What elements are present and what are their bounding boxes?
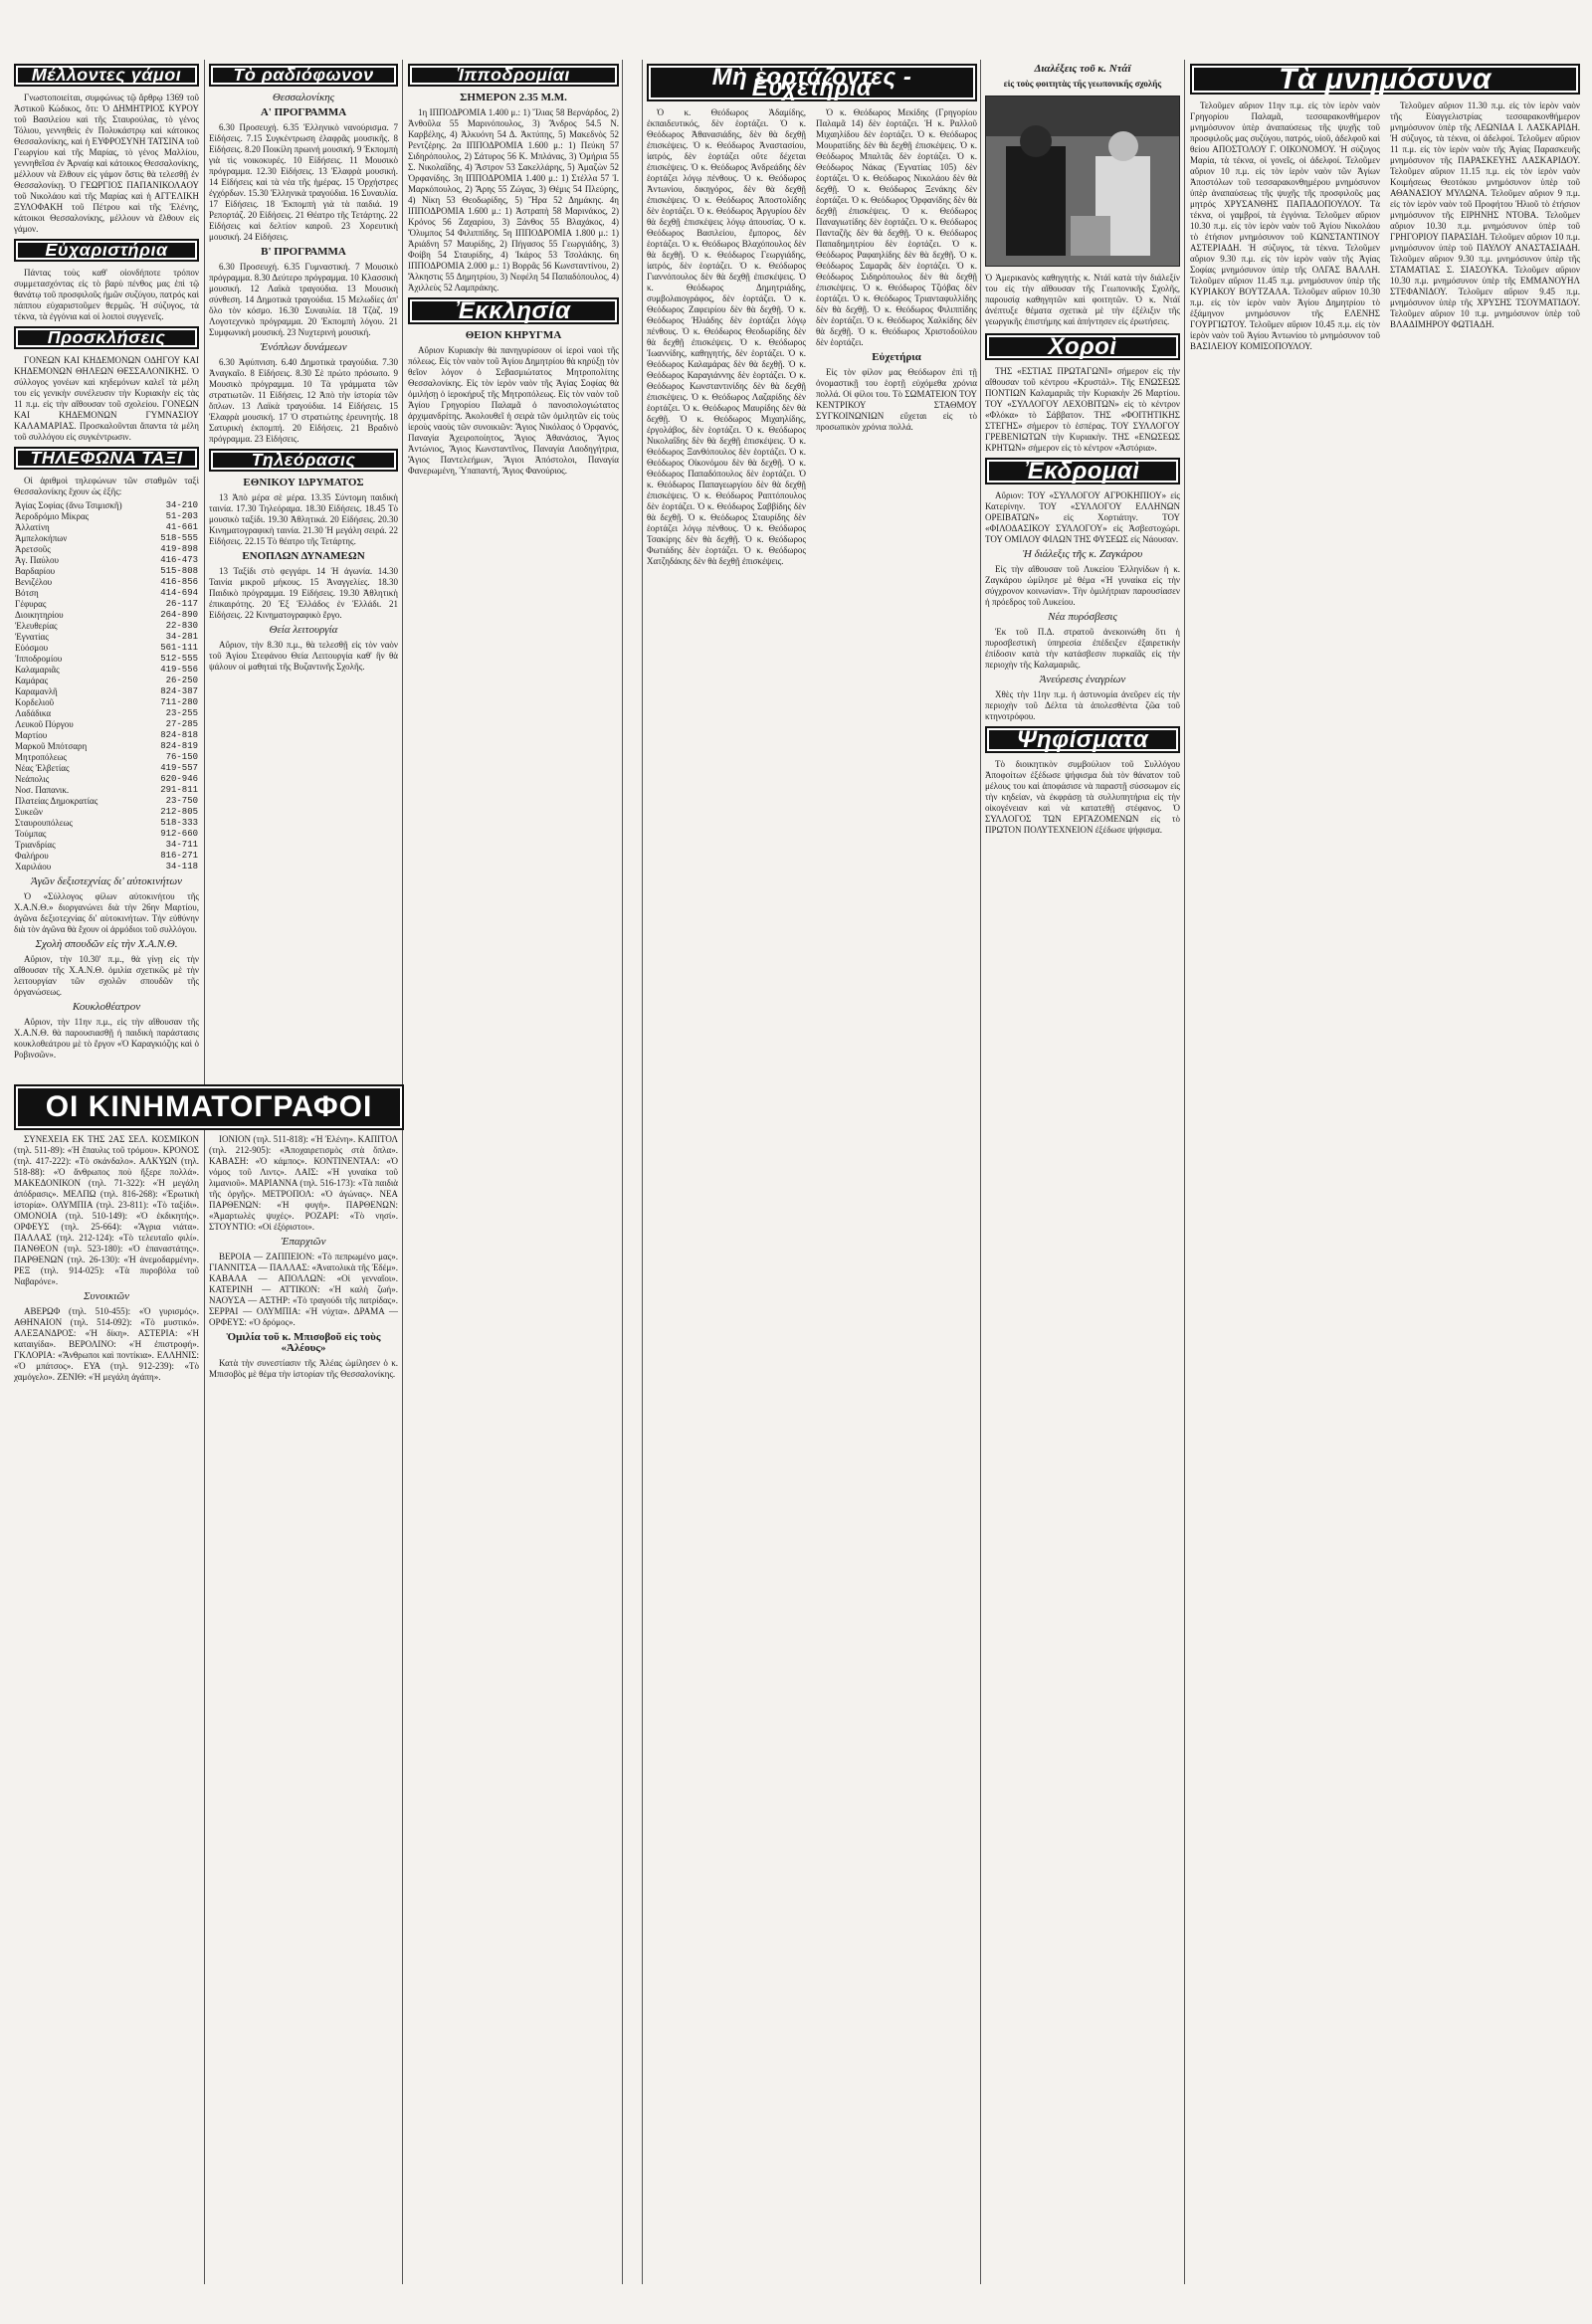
- church-text: Αὔριον Κυριακὴν θὰ πανηγυρίσουν οἱ ἱεροὶ ναοὶ τῆς πόλεως. Εἰς τὸν ναὸν τοῦ Ἁγίου Δημητρίου θὰ κηρύξῃ τὸν θεῖον λόγον ὁ Σεβασμιώτατος Μητροπολίτης Θεσσαλονίκης. Εἰς τὸν ἱερὸν ναὸν τῆς Ἁγίας Σοφίας θὰ ὁμιλήσῃ ὁ ἱεροκήρυξ τῆς Μητροπόλεως. Εἰς τὸν ναὸν τοῦ Ἁγίου Γρηγορίου Παλαμᾶ ὁ πανοσιολογιώτατος ἀρχιμανδρίτης. Ἀκολουθεῖ ἡ σειρὰ τῶν ὁμιλητῶν εἰς τοὺς ἱεροὺς ναοὺς τῶν συνοικιῶν: Ἅγιος Νικόλαος ὁ Ὀρφανός, Παναγία Ἀχειροποίητος, Ἅγιος Ἀθανάσιος, Ἅγιος Ἀντώνιος, Ἅγιος Κωνσταντῖνος, Παναγία Λαοδηγήτρια, Ἅγιος Παντελεήμων, Ἅγιοι Ἀπόστολοι, Παναγία Φανερωμένη, Ὑπαπαντή, Ἅγιος Φανούριος.: [408, 345, 619, 476]
- taxi-row: [14, 829, 199, 840]
- column-memorials: [1190, 60, 1580, 2284]
- taxi-station: Ἁγ. Παύλου: [15, 555, 59, 565]
- taxi-station: Ἀλλατίνη: [15, 522, 50, 532]
- column-rule: [980, 60, 981, 2284]
- taxi-station: Φαλήρου: [15, 851, 49, 861]
- section-header-puppet: Κουκλοθέατρον: [72, 1001, 141, 1013]
- taxi-row: [14, 840, 199, 851]
- fire-title: Νέα πυρόσβεσις: [1048, 611, 1117, 623]
- name-days-text-2: Ὁ κ. Θεόδωρος Μεκίδης (Γρηγορίου Παλαμᾶ 14) δὲν ἑορτάζει. Ἡ κ. Ραλλοῦ Μιχαηλίδου δὲν ἑορτάζει. Ὁ κ. Θεόδωρος Μουρατίδης δὲν θὰ δεχθῇ ἐπισκέψεις. Ὁ κ. Θεόδωρος Μπαλτᾶς δὲν ἑορτάζει. Ὁ κ. Θεόδωρος Νάκας (Ἐγνατίας 105) δὲν ἑορτάζει. Ὁ κ. Θεόδωρος Νικολάου δὲν θὰ δεχθῇ. Ὁ κ. Θεόδωρος Ξενάκης δὲν ἑορτάζει. Ὁ κ. Θεόδωρος Ὀρφανίδης δὲν θὰ δεχθῇ ἐπισκέψεις. Ὁ κ. Θεόδωρος Παναγιωτίδης δὲν ἑορτάζει. Ὁ κ. Θεόδωρος Πανταζῆς δὲν θὰ δεχθῇ. Ὁ κ. Θεόδωρος Παπαδημητρίου δὲν ἑορτάζει. Ὁ κ. Θεόδωρος Ραφαηλίδης δὲν θὰ δεχθῇ. Ὁ κ. Θεόδωρος Σαμαρᾶς δὲν ἑορτάζει. Ὁ κ. Θεόδωρος Σιδηρόπουλος δὲν θὰ δεχθῇ ἐπισκέψεις. Ὁ κ. Θεόδωρος Τζιόβας δὲν ἑορτάζει. Ὁ κ. Θεόδωρος Τριανταφυλλίδης δὲν θὰ δεχθῇ. Ὁ κ. Θεόδωρος Φιλιππίδης δὲν ἑορτάζει. Ὁ κ. Θεόδωρος Χαλκίδης δὲν θὰ δεχθῇ. Ὁ κ. Θεόδωρος Χριστοδούλου δὲν ἑορτάζει.: [816, 107, 977, 347]
- taxi-number: 212-805: [160, 807, 198, 817]
- section-header-races: Ἱπποδρομίαι: [408, 64, 619, 87]
- program-b-title: Β' ΠΡΟΓΡΑΜΜΑ: [261, 246, 346, 258]
- taxi-station: Νέας Ἐλβετίας: [15, 763, 70, 773]
- wishes-text: Εἰς τὸν φίλον μας Θεόδωρον ἐπὶ τῇ ὀνομαστικῇ του ἑορτῇ εὐχόμεθα χρόνια πολλά. Οἱ φίλοι του. Τὸ ΣΩΜΑΤΕΙΟΝ ΤΟΥ ΚΕΝΤΡΙΚΟΥ ΣΤΑΘΜΟΥ ΣΥΓΚΟΙΝΩΝΙΩΝ εὔχεται εἰς τὸ προσωπικὸν χρόνια πολλά.: [816, 367, 977, 432]
- taxi-row: [14, 522, 199, 533]
- lecture-head-2: εἰς τοὺς φοιτητὰς τῆς γεωπονικῆς σχολῆς: [1003, 79, 1162, 89]
- excursions-text: Αὔριον: ΤΟΥ «ΣΥΛΛΟΓΟΥ ΑΓΡΟΚΗΠΙΟΥ» εἰς Κατερίνην. ΤΟΥ «ΣΥΛΛΟΓΟΥ ΕΛΛΗΝΩΝ ΟΡΕΙΒΑΤΩΝ» εἰς Χορτιάτην. ΤΟΥ «ΦΙΛΟΔΑΣΙΚΟΥ ΣΥΛΛΟΓΟΥ» εἰς Ἀσβεστοχώρι. ΤΟΥ ΟΜΙΛΟΥ ΦΙΛΩΝ ΤΗΣ ΦΥΣΕΩΣ εἰς Νάουσαν.: [985, 490, 1180, 544]
- taxi-station: Μαρκοῦ Μπότσαρη: [15, 741, 88, 751]
- taxi-number: 22-830: [165, 621, 198, 631]
- taxi-station: Ἁγίας Σοφίας (ἄνω Τσιμισκῆ): [15, 500, 122, 510]
- radio-sub: Θεσσαλονίκης: [272, 92, 335, 103]
- taxi-station: Μητροπόλεως: [15, 752, 67, 762]
- resolutions-text: Τὸ διοικητικὸν συμβούλιον τοῦ Συλλόγου Ἀποφοίτων ἐξέδωσε ψήφισμα διὰ τὸν θάνατον τοῦ μέλους του καὶ ἀποφάσισε νὰ παραστῇ σύσσωμον εἰς τὴν κηδείαν, νὰ ἐκφράσῃ τὰ συλλυπητήρια εἰς τὴν οἰκογένειαν καὶ νὰ κατατεθῇ στέφανος. Ὁ ΣΥΛΛΟΓΟΣ ΤΩΝ ΕΡΓΑΖΟΜΕΝΩΝ εἰς τὸ ΠΡΩΤΟΝ ΠΟΛΥΤΕΧΝΕΙΟΝ ἐξέδωσε ψήφισμα.: [985, 759, 1180, 835]
- program-b-text: 6.30 Προσευχή. 6.35 Γυμναστική. 7 Μουσικὸ πρόγραμμα. 8.30 Δεύτερο πρόγραμμα. 10 Κλασσικὴ μουσική. 12 Λαϊκὰ τραγούδια. 13 Μουσικὴ σύνθεση. 14 Δημοτικὰ τραγούδια. 15 Μελωδίες ἀπ' ὅλο τὸν κόσμο. 16.30 Συναυλία. 18 Τζὰζ. 19 Λογοτεχνικὸ πρόγραμμα. 20 Ἐκπομπὴ λόγου. 21 Συμφωνικὴ μουσική. 23 Νυχτερινὴ μουσική.: [209, 262, 398, 337]
- taxi-row: [14, 752, 199, 763]
- section-header-school: Σχολὴ σπουδῶν εἰς τὴν Χ.Α.Ν.Θ.: [35, 938, 178, 950]
- taxi-station: Βότση: [15, 588, 39, 598]
- taxi-station: Μαρτίου: [15, 730, 48, 740]
- column-rule: [402, 60, 403, 2284]
- taxi-station: Γέφυρας: [15, 599, 47, 609]
- taxi-number: 912-660: [160, 829, 198, 839]
- memorials-left-text: Τελοῦμεν αὔριον 11ην π.μ. εἰς τὸν ἱερὸν ναὸν Γρηγορίου Παλαμᾶ, τεσσαρακονθήμερον μνημόσυνον ὑπὲρ ἀναπαύσεως τῆς ψυχῆς τοῦ προσφιλοῦς μας συζύγου, πατρός, υἱοῦ, ἀδελφοῦ καὶ θείου ΑΠΟΣΤΟΛΟΥ Γ. ΟΙΚΟΝΟΜΟΥ. Ἡ σύζυγος Μαρία, τὰ τέκνα, οἱ γονεῖς, οἱ ἀδελφοί. Τελοῦμεν αὔριον 10 π.μ. εἰς τὸν ἱερὸν ναὸν τῶν Ἁγίων Ἀποστόλων τοῦ τεσσαρακονθημέρου μνημόσυνον ὑπὲρ ἀναπαύσεως τῆς ψυχῆς τῆς προσφιλοῦς μας μητρός ΧΡΥΣΑΝΘΗΣ ΠΑΠΑΔΟΠΟΥΛΟΥ. Τὰ τέκνα, οἱ γαμβροί, τὰ ἐγγόνια. Τελοῦμεν αὔριον 10.30 π.μ. εἰς τὸν ἱερὸν ναὸν τοῦ Ἁγίου Νικολάου τὸ ἐτήσιον μνημόσυνον τοῦ ΚΩΝΣΤΑΝΤΙΝΟΥ ΑΣΤΕΡΙΑΔΗ. Ἡ σύζυγος, τὰ τέκνα. Τελοῦμεν αὔριον 9.30 π.μ. εἰς τὸν ἱερὸν ναὸν τῆς Ἁγίας Σοφίας μνημόσυνον ὑπὲρ τῆς ΟΛΓΑΣ ΒΑΛΛΗ. Τελοῦμεν αὔριον 11.45 π.μ. μνημόσυνον ὑπὲρ τῆς ΚΥΡΙΑΚΟΥ ΒΟΥΤΖΑΛΑ. Τελοῦμεν αὔριον 10.30 π.μ. εἰς τὸν ἱερὸν ναὸν Ἁγίου Δημητρίου τὸ ἑξάμηνον μνημόσυνον τῆς ΕΛΕΝΗΣ ΓΟΥΡΓΙΩΤΟΥ. Τελοῦμεν αὔριον 10.45 π.μ. εἰς τὸν ἱερὸν ναὸν τοῦ Ἁγίου Ἀντωνίου τὸ μνημόσυνον τοῦ ΒΑΣΙΛΕΙΟΥ ΚΟΜΙΣΟΠΟΥΛΟΥ.: [1190, 100, 1380, 351]
- tv2-text: 13 Ταξίδι στὸ φεγγάρι. 14 Ἡ ἀγωνία. 14.30 Ταινία μικροῦ μήκους. 15 Ἀναγγελίες. 18.30 Παιδικὸ πρόγραμμα. 19 Εἰδήσεις. 19.30 Ἀθλητικὴ ἐπικαιρότης. 20 Ἐξ Ἑλλάδος ἐν Ἑλλάδι. 21 Εἰδήσεις. 22 Κινηματογραφικὸ ἔργο.: [209, 566, 398, 620]
- taxi-row: [14, 763, 199, 774]
- column-3: [408, 60, 619, 2284]
- car-contest-text: Ὁ «Σύλλογος φίλων αὐτοκινήτου τῆς Χ.Α.Ν.Θ.» διοργανώνει διὰ τὴν 26ην Μαρτίου, ἀγῶνα δεξιοτεχνίας δι' αὐτοκινήτων. Τὴν εὐθύνην διὰ τὸν ἀγῶνα θὰ ἔχουν οἱ ἀρμόδιοι τοῦ συλλόγου.: [14, 891, 199, 934]
- taxi-station: Καραμανλῆ: [15, 686, 58, 696]
- taxi-row: [14, 500, 199, 511]
- section-header-resolutions: Ψηφίσματα: [985, 726, 1180, 753]
- tv-sub: ΕΘΝΙΚΟΥ ΙΔΡΥΜΑΤΟΣ: [243, 477, 364, 488]
- taxi-number: 34-281: [165, 632, 198, 642]
- taxi-station: Λευκοῦ Πύργου: [15, 719, 74, 729]
- taxi-station: Νοσ. Παπανικ.: [15, 785, 70, 795]
- memorials-left: [1190, 100, 1380, 355]
- taxi-number: 26-117: [165, 599, 198, 609]
- taxi-number: 824-818: [160, 730, 198, 740]
- taxi-row: [14, 719, 199, 730]
- section-header-tv: Τηλεόρασις: [209, 449, 398, 472]
- taxi-station: Λαδάδικα: [15, 708, 52, 718]
- taxi-row: [14, 599, 199, 610]
- taxi-table: [14, 500, 199, 872]
- taxi-station: Καμάρας: [15, 676, 49, 685]
- lecture-text: Κατὰ τὴν συνεστίασιν τῆς Ἀλέας ὡμίλησεν ὁ κ. Μπισοβὸς μὲ θέμα τὴν ἱστορίαν τῆς Θεσσαλονίκης.: [209, 1358, 398, 1379]
- cinema-left: [14, 1134, 199, 2284]
- taxi-number: 711-280: [160, 697, 198, 707]
- taxi-number: 518-555: [160, 533, 198, 543]
- section-header-car-contest: Ἀγῶν δεξιοτεχνίας δι' αὐτοκινήτων: [31, 875, 182, 887]
- taxi-station: Συκεῶν: [15, 807, 44, 817]
- school-text: Αὔριον, τὴν 10.30' π.μ., θὰ γίνῃ εἰς τὴν αἴθουσαν τῆς Χ.Α.Ν.Θ. ὁμιλία σχετικῶς μὲ τὴν λειτουργίαν τῶν σχολῶν σπουδῶν τῆς ὀργανώσεως.: [14, 954, 199, 997]
- taxi-station: Σταυρουπόλεως: [15, 818, 73, 828]
- taxi-row: [14, 577, 199, 588]
- taxi-station: Τούμπας: [15, 829, 47, 839]
- column-5: [985, 60, 1180, 2284]
- taxi-row: [14, 533, 199, 544]
- taxi-row: [14, 632, 199, 643]
- found-text: Χθὲς τὴν 11ην π.μ. ἡ ἀστυνομία ἀνεῦρεν εἰς τὴν περιοχὴν τοῦ Δέλτα τὰ ἀπολεσθέντα ζῶα τοῦ κτηνοτρόφου.: [985, 689, 1180, 721]
- taxi-station: Ἐγνατίας: [15, 632, 49, 642]
- taxi-number: 23-255: [165, 708, 198, 718]
- cinema-left-text: ΣΥΝΕΧΕΙΑ ΕΚ ΤΗΣ 2ΑΣ ΣΕΛ. ΚΟΣΜΙΚΟΝ (τηλ. 511-89): «Ἡ ἔπαυλις τοῦ τρόμου». ΚΡΟΝΟΣ (τηλ. 417-222): «Τὸ σκάνδαλο». ΑΛΚΥΩΝ (τηλ. 518-88): «Ὁ ἄνθρωπος ποὺ ἤξερε πολλά». ΜΑΚΕΔΟΝΙΚΟΝ (τηλ. 71-322): «Ἡ μεγάλη ἀπόδρασις». ΜΕΛΠΩ (τηλ. 816-268): «Ἐρωτικὴ ἱστορία». ΟΛΥΜΠΙΑ (τηλ. 23-811): «Τὸ ταξίδι». ΟΜΟΝΟΙΑ (τηλ. 510-149): «Ὁ ἐκδικητής». ΟΡΦΕΥΣ (τηλ. 25-664): «Ἄγρια νιάτα». ΠΑΛΛΑΣ (τηλ. 212-124): «Τὸ τελευταῖο φιλί». ΠΑΝΘΕΟΝ (τηλ. 523-180): «Ὁ ἐπαναστάτης». ΠΑΡΘΕΝΩΝ (τηλ. 26-130): «Ἡ ἀνεμοδαρμένη». ΡΕΞ (τηλ. 914-025): «Τὰ πυροβόλα τοῦ Ναβαρόνε».: [14, 1134, 199, 1286]
- taxi-row: [14, 818, 199, 829]
- taxi-number: 76-150: [165, 752, 198, 762]
- name-days-left: [647, 107, 806, 570]
- taxi-row: [14, 555, 199, 566]
- taxi-number: 34-210: [165, 500, 198, 510]
- church-sub: ΘΕΙΟΝ ΚΗΡΥΓΜΑ: [465, 329, 562, 341]
- cinema-right-text: ΙΟΝΙΟΝ (τηλ. 511-818): «Ἡ Ἐλένη». ΚΑΠΙΤΟΛ (τηλ. 212-905): «Ἀποχαιρετισμὸς στὰ ὅπλα». ΚΑΒΑΣΗ: «Ὁ κάμπος». ΚΟΝΤΙΝΕΝΤΑΛ: «Ὁ νόμος τοῦ Λιντς». ΛΑΙΣ: «Ἡ γυναίκα τοῦ λιμανιοῦ». ΜΑΡΙΑΝΝΑ (τηλ. 516-173): «Τὰ παιδιὰ τῆς ὀργῆς». ΜΕΤΡΟΠΟΛ: «Ὁ ἀγώνας». ΝΕΑ ΠΑΡΘΕΝΩΝ: «Ἡ φυγή». ΠΑΡΘΕΝΩΝ: «Ἀμαρτωλὲς ψυχές». ΡΟΖΑΡΙ: «Τὸ νησί». ΣΤΟΥΝΤΙΟ: «Οἱ ἐξόριστοι».: [209, 1134, 398, 1232]
- taxi-number: 34-711: [165, 840, 198, 850]
- taxi-station: Βενιζέλου: [15, 577, 53, 587]
- taxi-row: [14, 774, 199, 785]
- taxi-row: [14, 676, 199, 686]
- taxi-number: 824-387: [160, 686, 198, 696]
- taxi-station: Ἰπποδρομίου: [15, 654, 63, 664]
- tv-sub-2: ΕΝΟΠΛΩΝ ΔΥΝΑΜΕΩΝ: [242, 550, 365, 562]
- taxi-number: 264-890: [160, 610, 198, 620]
- photo-image: [986, 97, 1179, 266]
- taxi-number: 34-118: [165, 862, 198, 872]
- taxi-number: 816-271: [160, 851, 198, 861]
- liturgy-text: Αὔριον, τὴν 8.30 π.μ., θὰ τελεσθῇ εἰς τὸν ναὸν τοῦ Ἁγίου Στεφάνου Θεία Λειτουργία καθ' ἣν θὰ ψάλουν οἱ μαθηταὶ τῆς Βυζαντινῆς Σχολῆς.: [209, 640, 398, 672]
- lecture2-title: Ἡ διάλεξις τῆς κ. Ζαγκάρου: [1022, 548, 1143, 560]
- taxi-number: 419-898: [160, 544, 198, 554]
- weddings-text: Γνωστοποιείται, συμφώνως τῷ ἄρθρῳ 1369 τοῦ Ἀστικοῦ Κώδικος, ὅτι: Ὁ ΔΗΜΗΤΡΙΟΣ ΚΥΡΟΥ τοῦ Βασιλείου καὶ τῆς Σταυρούλας, τὸ γένος Τόλιου, γεννηθεὶς ἐν Πολυκάστρῳ καὶ κάτοικος Θεσσαλονίκης, καὶ ἡ ΕΥΦΡΟΣΥΝΗ ΤΑΤΣΙΝΑ τοῦ Γεωργίου καὶ τῆς Μαρίας, τὸ γένος Μαλλίου, γεννηθεῖσα ἐν Ἀρναίᾳ καὶ κάτοικος Θεσσαλονίκης, μέλλουν νὰ ἔλθουν εἰς γάμον ὅστις θὰ τελεσθῇ ἐν Θεσσαλονίκῃ. Ὁ ΓΕΩΡΓΙΟΣ ΠΑΠΑΝΙΚΟΛΑΟΥ τοῦ Νικολάου καὶ τῆς Μαρίας καὶ ἡ ΑΓΓΕΛΙΚΗ ΞΥΛΟΦΑΚΗ τοῦ Πέτρου καὶ τῆς Ἐλένης, κάτοικοι Θεσσαλονίκης, μέλλουν νὰ ἔλθουν εἰς γάμον.: [14, 93, 199, 234]
- taxi-row: [14, 588, 199, 599]
- taxi-number: 23-750: [165, 796, 198, 806]
- taxi-row: [14, 686, 199, 697]
- taxi-row: [14, 851, 199, 862]
- taxi-number: 291-811: [160, 785, 198, 795]
- column-rule: [622, 60, 623, 2284]
- memorials-right: [1390, 100, 1580, 355]
- taxi-row: [14, 697, 199, 708]
- taxi-row: [14, 807, 199, 818]
- found-title: Ἀνεύρεσις ἐναγρίων: [1039, 674, 1126, 685]
- lecture-photo: [985, 96, 1180, 267]
- races-text: 1η ΙΠΠΟΔΡΟΜΙΑ 1.400 μ.: 1) Ἴλιας 58 Βερνάρδος, 2) Ἀνθοῦλα 55 Μαρινόπουλος, 3) Ἄνδρος 54.5 Ν. Καρβέλης, 4) Ἀλκυόνη 54 Δ. Ἀκτύπης, 5) Μακεδνὸς 52 Ρεντζέρης. 2α ΙΠΠΟΔΡΟΜΙΑ 1.600 μ.: 1) Πεύκη 57 Σιδηρόπουλος, 2) Σάτυρος 56 Κ. Μπλάνας, 3) Ὀμήρια 55 Σ. Νικολαΐδης, 4) Ἄστρον 53 Σακελλάρης, 5) Ἀμαζὼν 52 Ὀρφανίδης. 3η ΙΠΠΟΔΡΟΜΙΑ 1.400 μ.: 1) Στέλλα 57 Ἰ. Μαρκόπουλος, 2) Ἄρης 55 Ζώγας, 3) Θέμις 54 Πλεύρης, 4) Νίκη 53 Θεοδωρίδης, 5) Ἥρα 52 Δημάκης. 4η ΙΠΠΟΔΡΟΜΙΑ 1.600 μ.: 1) Ἀστραπὴ 58 Μαρινάκος, 2) Κρόνος 56 Ζαχαρίου, 3) Ξάνθος 55 Βλαχάκος, 4) Ὄλυμπος 54 Φιλιππίδης. 5η ΙΠΠΟΔΡΟΜΙΑ 1.800 μ.: 1) Ἀριάδνη 57 Μαυρίδης, 2) Πήγασος 55 Γεωργιάδης, 3) Φοίβη 54 Σταυρίδης, 4) Ἰκάρος 53 Τσολάκης. 6η ΙΠΠΟΔΡΟΜΙΑ 2.000 μ.: 1) Βορρᾶς 56 Κωνσταντίνου, 2) Ἄλκηστις 55 Δημητρίου, 3) Νεφέλη 54 Παπαδόπουλος, 4) Ἀχιλλεὺς 52 Λαμπράκης.: [408, 107, 619, 292]
- taxi-number: 419-556: [160, 665, 198, 675]
- taxi-station: Τριανδρίας: [15, 840, 56, 850]
- taxi-row: [14, 566, 199, 577]
- cinema-right-sub-text: ΒΕΡΟΙΑ — ΖΑΠΠΕΙΟΝ: «Τὸ πεπρωμένο μας». ΓΙΑΝΝΙΤΣΑ — ΠΑΛΛΑΣ: «Ἀνατολικὰ τῆς Ἐδέμ». ΚΑΒΑΛΑ — ΑΠΟΛΛΩΝ: «Οἱ γενναῖοι». ΚΑΤΕΡΙΝΗ — ΑΤΤΙΚΟΝ: «Ἡ καλὴ ζωή». ΝΑΟΥΣΑ — ΑΣΤΗΡ: «Τὸ τραγούδι τῆς πατρίδας». ΣΕΡΡΑΙ — ΟΛΥΜΠΙΑ: «Ἡ νύχτα». ΔΡΑΜΑ — ΟΡΦΕΥΣ: «Ὁ δρόμος».: [209, 1252, 398, 1327]
- taxi-row: [14, 862, 199, 872]
- cinema-left-sub-text: ΑΒΕΡΩΦ (τηλ. 510-455): «Ὁ γυρισμός». ΑΘΗΝΑΙΟΝ (τηλ. 514-092): «Τὸ μυστικό». ΑΛΕΞΑΝΔΡΟΣ: «Ἡ δίκη». ΑΣΤΕΡΙΑ: «Ἡ καταιγίδα». ΒΕΡΟΛΙΝΟ: «Ἡ ἐπιστροφή». ΓΚΛΟΡΙΑ: «Ἄνθρωποι καὶ ποντίκια». ΕΛΛΗΝΙΣ: «Ὁ μπάτσος». ΕΥΑ (τηλ. 912-239): «Τὸ χαμόγελο». ΖΕΝΙΘ: «Ἡ μεγάλη ἀγάπη».: [14, 1306, 199, 1382]
- section-header-radio: Τὸ ραδιόφωνον: [209, 64, 398, 87]
- taxi-number: 416-473: [160, 555, 198, 565]
- taxi-number: 561-111: [160, 643, 198, 653]
- taxi-number: 416-856: [160, 577, 198, 587]
- taxi-station: Ἑλευθερίας: [15, 621, 58, 631]
- program-a-title: Α' ΠΡΟΓΡΑΜΜΑ: [260, 106, 347, 118]
- taxi-station: Κορδελιοῦ: [15, 697, 55, 707]
- taxi-row: [14, 621, 199, 632]
- taxi-number: 51-203: [165, 511, 198, 521]
- taxi-row: [14, 785, 199, 796]
- cinema-right: [209, 1134, 398, 2284]
- taxi-number: 414-694: [160, 588, 198, 598]
- taxi-row: [14, 643, 199, 654]
- lecture-title: Ὁμιλία τοῦ κ. Μπισοβοῦ εἰς τοὺς «Ἀλέους»: [226, 1331, 381, 1354]
- section-header-name-days: Μὴ ἑορτάζοντες - Εὐχετήρια: [647, 64, 977, 101]
- taxi-number: 419-557: [160, 763, 198, 773]
- taxi-station: Βαρδαρίου: [15, 566, 56, 576]
- taxi-number: 515-808: [160, 566, 198, 576]
- taxi-row: [14, 665, 199, 676]
- taxi-row: [14, 544, 199, 555]
- column-4: [647, 60, 977, 2284]
- taxi-station: Πλατείας Δημοκρατίας: [15, 796, 99, 806]
- taxi-row: [14, 730, 199, 741]
- column-2: [209, 60, 398, 1070]
- taxi-row: [14, 654, 199, 665]
- cinema-right-sub: Ἐπαρχιῶν: [281, 1236, 326, 1248]
- tv-text: 13 Ἀπὸ μέρα σὲ μέρα. 13.35 Σύντομη παιδικὴ ταινία. 17.30 Τηλεόραμα. 18.30 Εἰδήσεις. 18.45 Τὸ μουσικὸ ταξίδι. 19.30 Ἀθλητικά. 20 Εἰδήσεις. 20.30 Κινηματογραφικὴ ταινία. 21.30 Ἡ μεγάλη σειρά. 22 Εἰδήσεις. 22.15 Τὸ θέατρο τῆς Τετάρτης.: [209, 492, 398, 546]
- taxi-station: Νεάπολις: [15, 774, 50, 784]
- lecture2-text: Εἰς τὴν αἴθουσαν τοῦ Λυκείου Ἑλληνίδων ἡ κ. Ζαγκάρου ὡμίλησε μὲ θέμα «Ἡ γυναίκα εἰς τὴν σύγχρονον κοινωνίαν». Τὴν ὁμιλήτριαν παρουσίασεν ἡ πρόεδρος τοῦ Λυκείου.: [985, 564, 1180, 607]
- dances-text: ΤΗΣ «ΕΣΤΙΑΣ ΠΡΩΤΑΓΩΝΙ» σήμερον εἰς τὴν αἴθουσαν τοῦ κέντρου «Κρυστάλ». Τῆς ΕΝΩΣΕΩΣ ΠΟΝΤΙΩΝ Καλαμαριᾶς τὴν Κυριακὴν 26 Μαρτίου. ΤΟΥ «ΣΥΛΛΟΓΟΥ ΛΕΧΟΒΙΤΩΝ» εἰς τὸ κέντρον «Φλόκα» τὸ Σάββατον. ΤΗΣ «ΦΟΙΤΗΤΙΚΗΣ ΣΤΕΓΗΣ» σήμερον τὸ ἑσπέρας. ΤΟΥ ΣΥΛΛΟΓΟΥ ΓΡΕΒΕΝΙΩΤΩΝ τὴν Κυριακὴν. ΤΗΣ «ΕΝΩΣΕΩΣ ΚΡΗΤΩΝ» σήμερον εἰς τὸ κέντρον «Ἀστόρια».: [985, 366, 1180, 453]
- section-header-weddings: Μέλλοντες γάμοι: [14, 64, 199, 87]
- column-1: [14, 60, 199, 1070]
- taxi-row: [14, 796, 199, 807]
- taxi-station: Χαριλάου: [15, 862, 52, 872]
- column-rule: [1184, 60, 1185, 2284]
- taxi-number: 620-946: [160, 774, 198, 784]
- puppet-text: Αὔριον, τὴν 11ην π.μ., εἰς τὴν αἴθουσαν τῆς Χ.Α.Ν.Θ. θὰ παρουσιασθῇ ἡ παιδικὴ παράστασις κουκλοθεάτρου μὲ τὸ ἔργον «Ὁ Καραγκιόζης καὶ ὁ Ροβινσῶν».: [14, 1017, 199, 1060]
- taxi-station: Διοικητηρίου: [15, 610, 64, 620]
- wishes-sub: Εὐχετήρια: [872, 351, 921, 363]
- column-rule: [204, 60, 205, 2284]
- taxi-row: [14, 708, 199, 719]
- liturgy-sub: Θεία λειτουργία: [269, 624, 338, 636]
- cinema-banner: ΟΙ ΚΙΝΗΜΑΤΟΓΡΑΦΟΙ: [14, 1084, 404, 1130]
- armed-forces-sub: Ἐνόπλων δυνάμεων: [260, 341, 347, 353]
- taxi-intro: Οἱ ἀριθμοὶ τηλεφώνων τῶν σταθμῶν ταξὶ Θεσσαλονίκης ἔχουν ὡς ἑξῆς:: [14, 476, 199, 496]
- taxi-station: Ἀμπελοκήπων: [15, 533, 68, 543]
- section-header-dances: Χοροὶ: [985, 333, 1180, 360]
- taxi-station: Καλαμαριᾶς: [15, 665, 60, 675]
- taxi-station: Εὐόσμου: [15, 643, 49, 653]
- section-header-memorials: Τὰ μνημόσυνα: [1190, 64, 1580, 95]
- section-header-taxi: ΤΗΛΕΦΩΝΑ ΤΑΞΙ: [14, 447, 199, 470]
- taxi-number: 26-250: [165, 676, 198, 685]
- taxi-number: 41-661: [165, 522, 198, 532]
- taxi-number: 512-555: [160, 654, 198, 664]
- program-a-text: 6.30 Προσευχή. 6.35 Ἑλληνικὸ νανούρισμα. 7 Εἰδήσεις. 7.15 Συγκέντρωση ἐλαφρᾶς μουσικῆς. 8 Εἰδήσεις. 8.20 Ποικίλη πρωινή μουσική. 9 Ἐκπομπὴ γιὰ τὶς νοικοκυρές. 10 Εἰδήσεις. 11 Μουσικὸ πρόγραμμα. 12.30 Εἰδήσεις. 13 Ἐλαφρὰ μουσική. 14 Εἰδήσεις καὶ τὰ νέα τῆς ἡμέρας. 15 Ὀρχήστρες ἐγχόρδων. 15.30 Ἑλληνικὰ τραγούδια. 16 Συναυλία. 17 Εἰδήσεις. 18 Ἐκπομπὴ γιὰ τὰ παιδιά. 19 Ρεπορτάζ. 20 Εἰδήσεις. 21 Θέατρο τῆς Τετάρτης. 22 Εἰδήσεις καὶ δελτίον καιροῦ. 23 Χορευτικὴ μουσική. 24 Εἰδήσεις.: [209, 122, 398, 242]
- column-rule: [642, 60, 643, 2284]
- section-header-invitations: Προσκλήσεις: [14, 326, 199, 349]
- section-header-thanks: Εὐχαριστήρια: [14, 239, 199, 262]
- taxi-number: 518-333: [160, 818, 198, 828]
- taxi-row: [14, 610, 199, 621]
- lecture-head: Διαλέξεις τοῦ κ. Ντάϊ: [1034, 63, 1131, 75]
- thanks-text: Πάντας τοὺς καθ' οἱονδήποτε τρόπον συμμετασχόντας εἰς τὸ βαρὺ πένθος μας ἐπὶ τῷ θανάτῳ τοῦ προσφιλοῦς ἡμῶν συζύγου, πατρός καὶ πάππου εὐχαριστοῦμεν θερμῶς. Ἡ σύζυγος, τὰ τέκνα, τὰ ἐγγόνια καὶ οἱ λοιποὶ συγγενεῖς.: [14, 268, 199, 321]
- name-days-right: [816, 107, 977, 570]
- photo-caption: Ὁ Ἀμερικανὸς καθηγητὴς κ. Ντάϊ κατὰ τὴν διάλεξίν του εἰς τὴν αἴθουσαν τῆς Γεωπονικῆς Σχολῆς, παρουσίᾳ καθηγητῶν καὶ φοιτητῶν. Ὁ κ. Ντάϊ ἀνέπτυξε θέματα σχετικὰ μὲ τὴν ἐξέλιξιν τῆς γεωργικῆς ἐπιστήμης καὶ ἀπήντησεν εἰς ἐρωτήσεις.: [985, 273, 1180, 326]
- memorials-right-text: Τελοῦμεν αὔριον 11.30 π.μ. εἰς τὸν ἱερὸν ναὸν τῆς Εὐαγγελιστρίας τεσσαρακονθήμερον μνημόσυνον ὑπὲρ τῆς ΛΕΩΝΙΔΑ Ι. ΛΑΣΚΑΡΙΔΗ. Ἡ σύζυγος, τὰ τέκνα, οἱ ἀδελφοί. Τελοῦμεν αὔριον 11 π.μ. εἰς τὸν ἱερὸν ναὸν τῆς Ἁγίας Παρασκευῆς μνημόσυνον τῆς ΠΑΡΑΣΚΕΥΗΣ ΛΑΣΚΑΡΙΔΟΥ. Τελοῦμεν αὔριον 11.15 π.μ. εἰς τὸν ἱερὸν ναὸν Κοιμήσεως Θεοτόκου μνημόσυνον ὑπὲρ τοῦ ΑΘΑΝΑΣΙΟΥ ΜΥΛΩΝΑ. Τελοῦμεν αὔριον 9 π.μ. εἰς τὸν ἱερὸν ναὸν τοῦ Προφήτου Ἠλιοῦ τὸ ἐτήσιον μνημόσυνον τῆς ΕΙΡΗΝΗΣ ΝΤΟΒΑ. Τελοῦμεν αὔριον 10.30 π.μ. μνημόσυνον ὑπὲρ τοῦ ΓΡΗΓΟΡΙΟΥ ΠΑΡΑΣΙΔΗ. Τελοῦμεν αὔριον 10 π.μ. μνημόσυνον ὑπὲρ τοῦ ΠΑΥΛΟΥ ΑΝΑΣΤΑΣΙΑΔΗ. Τελοῦμεν αὔριον 9.30 π.μ. μνημόσυνον ὑπὲρ τῆς ΣΤΑΜΑΤΙΑΣ Σ. ΣΙΑΣΟΥΚΑ. Τελοῦμεν αὔριον 10.30 π.μ. μνημόσυνον ὑπὲρ τῆς ΕΜΜΑΝΟΥΗΛ ΣΤΕΦΑΝΙΔΟΥ. Τελοῦμεν αὔριον 9.45 π.μ. μνημόσυνον ὑπὲρ τῆς ΧΡΥΣΗΣ ΤΣΟΥΜΑΤΙΔΟΥ. Τελοῦμεν αὔριον 10 π.μ. μνημόσυνον ὑπὲρ τοῦ ΒΛΑΔΙΜΗΡΟΥ ΦΩΤΙΑΔΗ.: [1390, 100, 1580, 329]
- taxi-number: 27-285: [165, 719, 198, 729]
- taxi-number: 824-819: [160, 741, 198, 751]
- armed-forces-text: 6.30 Ἀφύπνιση. 6.40 Δημοτικὰ τραγούδια. 7.30 Ἀναγκαῖο. 8 Εἰδήσεις. 8.30 Σὲ πρώτο πρόσωπο. 9 Μουσικὸ πρόγραμμα. 10 Τὰ γράμματα τῶν στρατιωτῶν. 11 Εἰδήσεις. 12 Ἀπὸ τὴν ἰστορία τῶν ὅπλων. 13 Λαϊκὰ τραγούδια. 14 Εἰδήσεις. 15 Ἐλαφρὰ μουσική. 17 Ὁ στρατιώτης ἐρευνητής. 18 Σατυρικὴ ἐκπομπή. 20 Εἰδήσεις. 21 Βραδινὸ πρόγραμμα. 23 Εἰδήσεις.: [209, 357, 398, 444]
- cinema-left-sub: Συνοικιῶν: [83, 1290, 129, 1302]
- races-sub: ΣΗΜΕΡΟΝ 2.35 Μ.Μ.: [460, 92, 567, 103]
- name-days-text: Ὁ κ. Θεόδωρος Ἀδαμίδης, ἐκπαιδευτικός, δὲν ἑορτάζει. Ὁ κ. Θεόδωρος Ἀθανασιάδης, δὲν θὰ δεχθῇ ἐπισκέψεις. Ὁ κ. Θεόδωρος Ἀναστασίου, ἰατρός, δὲν ἑορτάζει οὔτε δέχεται ἐπισκέψεις. Ὁ κ. Θεόδωρος Ἀνδρεάδης δὲν ἑορτάζει λόγῳ πένθους. Ὁ κ. Θεόδωρος Ἀντωνίου, δικηγόρος, δὲν θὰ δεχθῇ ἐπισκέψεις. Ὁ κ. Θεόδωρος Ἀποστολίδης δὲν ἑορτάζει. Ὁ κ. Θεόδωρος Ἀργυρίου δὲν θὰ δεχθῇ ἐπισκέψεις λόγῳ ἀπουσίας. Ὁ κ. Θεόδωρος Βασιλείου, ἔμπορος, δὲν ἑορτάζει. Ὁ κ. Θεόδωρος Βλαχόπουλος δὲν θὰ δεχθῇ. Ὁ κ. Θεόδωρος Γεωργιάδης, ἰατρός, δὲν ἑορτάζει. Ὁ κ. Θεόδωρος Γιαννόπουλος δὲν θὰ δεχθῇ ἐπισκέψεις. Ὁ κ. Θεόδωρος Δημητριάδης, συμβολαιογράφος, δὲν ἑορτάζει. Ὁ κ. Θεόδωρος Ζαφειρίου δὲν θὰ δεχθῇ. Ὁ κ. Θεόδωρος Ἠλιάδης δὲν ἑορτάζει λόγῳ πένθους. Ὁ κ. Θεόδωρος Θεοδωρίδης δὲν θὰ δεχθῇ ἐπισκέψεις. Ὁ κ. Θεόδωρος Ἰωαννίδης, καθηγητής, δὲν ἑορτάζει. Ὁ κ. Θεόδωρος Καλαμάρας δὲν θὰ δεχθῇ. Ὁ κ. Θεόδωρος Καραγιάννης δὲν ἑορτάζει. Ὁ κ. Θεόδωρος Κωνσταντινίδης δὲν θὰ δεχθῇ ἐπισκέψεις. Ὁ κ. Θεόδωρος Λαζαρίδης δὲν ἑορτάζει. Ὁ κ. Θεόδωρος Μαυρίδης δὲν θὰ δεχθῇ. Ὁ κ. Θεόδωρος Μιχαηλίδης, ἐργολάβος, δὲν ἑορτάζει. Ὁ κ. Θεόδωρος Νικολαΐδης δὲν θὰ δεχθῇ ἐπισκέψεις. Ὁ κ. Θεόδωρος Ξανθόπουλος δὲν ἑορτάζει. Ὁ κ. Θεόδωρος Οἰκονόμου δὲν θὰ δεχθῇ. Ὁ κ. Θεόδωρος Παπαδόπουλος δὲν ἑορτάζει. Ὁ κ. Θεόδωρος Παπαγεωργίου δὲν θὰ δεχθῇ ἐπισκέψεις. Ὁ κ. Θεόδωρος Ραπτόπουλος δὲν ἑορτάζει. Ὁ κ. Θεόδωρος Σαββίδης δὲν θὰ δεχθῇ. Ὁ κ. Θεόδωρος Σταυρίδης δὲν ἑορτάζει λόγῳ πένθους. Ὁ κ. Θεόδωρος Τσακίρης δὲν θὰ δεχθῇ. Ὁ κ. Θεόδωρος Φωτιάδης δὲν ἑορτάζει. Ὁ κ. Θεόδωρος Χατζηδάκης δὲν θὰ δεχθῇ ἐπισκέψεις.: [647, 107, 806, 566]
- section-header-excursions: Ἐκδρομαὶ: [985, 458, 1180, 484]
- taxi-row: [14, 511, 199, 522]
- taxi-row: [14, 741, 199, 752]
- section-header-church: Ἐκκλησία: [408, 297, 619, 324]
- taxi-station: Ἀρετσοῦς: [15, 544, 51, 554]
- invitations-text: ΓΟΝΕΩΝ ΚΑΙ ΚΗΔΕΜΟΝΩΝ ΟΔΗΓΟΥ ΚΑΙ ΚΗΔΕΜΟΝΩΝ ΘΗΛΕΩΝ ΘΕΣΣΑΛΟΝΙΚΗΣ. Ὁ σύλλογος γονέων καὶ κηδεμόνων καλεῖ τὰ μέλη του εἰς γενικὴν συνέλευσιν τὴν Κυριακὴν εἰς τὰς 11 π.μ. εἰς τὴν αἴθουσαν τοῦ σχολείου. ΓΟΝΕΩΝ ΚΑΙ ΚΗΔΕΜΟΝΩΝ ΓΥΜΝΑΣΙΟΥ ΚΑΛΑΜΑΡΙΑΣ. Προσκαλοῦνται ἅπαντα τὰ μέλη τοῦ συλλόγου εἰς συγκέντρωσιν.: [14, 355, 199, 442]
- fire-text: Ἐκ τοῦ Π.Δ. στρατοῦ ἀνεκοινώθη ὅτι ἡ πυροσβεστικὴ ὑπηρεσία ἐπέδειξεν ἐξαιρετικὴν ἐπίδοσιν κατὰ τὴν κατάσβεσιν πυρκαϊᾶς εἰς τὴν περιοχὴν τῆς Καλαμαριᾶς.: [985, 627, 1180, 670]
- taxi-station: Ἀεροδρόμιο Μίκρας: [15, 511, 90, 521]
